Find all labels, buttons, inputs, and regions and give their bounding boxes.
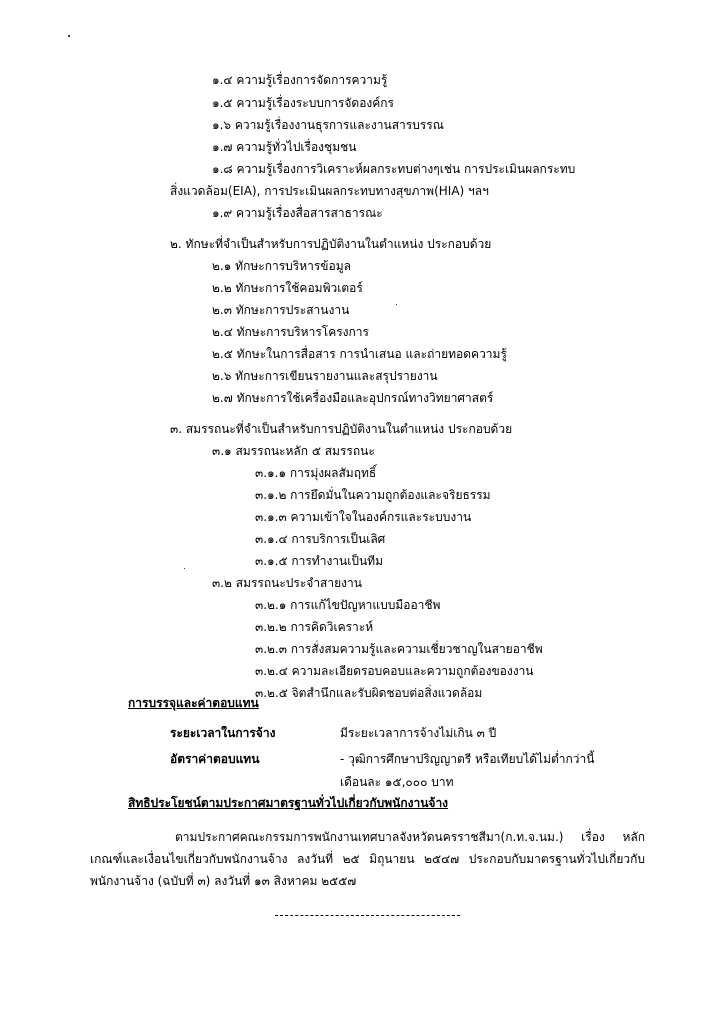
line-competency-item: ๓.๒.๑ การแก้ไขปัญหาแบบมืออาชีพ <box>255 598 441 612</box>
skill-item: ๒.๒ ทักษะการใช้คอมพิวเตอร์ <box>212 281 363 295</box>
core-competency-item: ๓.๑.๕ การทำงานเป็นทีม <box>255 554 383 568</box>
scan-mark <box>184 568 185 569</box>
benefits-paragraph: ตามประกาศคณะกรรมการพนักงานเทศบาลจังหวัดนครราชสีมา(ก.ท.จ.นม.) เรื่อง หลักเกณฑ์และเงื่อนไขเกี่ยวกับพนักงานจ้าง ลงวันที่ ๒๕ มิถุนายน ๒๕๔๗ ประกอบกับมาตรฐานทั่วไปเกี่ยวกับพนักงานจ้าง (ฉบับที่ ๓) ลงวันที่ ๑๓ สิงหาคม ๒๕๕๗ <box>90 830 645 888</box>
core-competency-item: ๓.๑.๔ การบริการเป็นเลิศ <box>255 532 386 546</box>
skill-item: ๒.๔ ทักษะการบริหารโครงการ <box>212 325 369 339</box>
pay-amount: เดือนละ ๑๕,๐๐๐ บาท <box>340 775 454 789</box>
competency-heading: ๓. สมรรถนะที่จำเป็นสำหรับการปฏิบัติงานในตำแหน่ง ประกอบด้วย <box>170 422 513 436</box>
skill-item: ๒.๓ ทักษะการประสานงาน <box>212 303 350 317</box>
line-competency-item: ๓.๒.๓ การสั่งสมความรู้และความเชี่ยวชาญในสายอาชีพ <box>255 642 543 656</box>
line-competency-item: ๓.๒.๔ ความละเอียดรอบคอบและความถูกต้องของงาน <box>255 664 534 678</box>
core-competency-item: ๓.๑.๒ การยึดมั่นในความถูกต้องและจริยธรรม <box>255 488 491 502</box>
skills-heading: ๒. ทักษะที่จำเป็นสำหรับการปฏิบัติงานในตำแหน่ง ประกอบด้วย <box>170 237 492 251</box>
pay-label: อัตราค่าตอบแทน <box>170 752 260 766</box>
period-value: มีระยะเวลาการจ้างไม่เกิน ๓ ปี <box>340 726 497 740</box>
knowledge-item: ๑.๗ ความรู้ทั่วไปเรื่องชุมชน <box>212 140 357 154</box>
scan-mark <box>396 304 397 305</box>
period-label: ระยะเวลาในการจ้าง <box>170 726 276 740</box>
skill-item: ๒.๗ ทักษะการใช้เครื่องมือและอุปกรณ์ทางวิทยาศาสตร์ <box>212 391 494 405</box>
skill-item: ๒.๕ ทักษะในการสื่อสาร การนำเสนอ และถ่ายทอดความรู้ <box>212 347 507 361</box>
end-divider <box>275 915 460 916</box>
core-competency-item: ๓.๑.๑ การมุ่งผลสัมฤทธิ์ <box>255 466 377 480</box>
core-competency-heading: ๓.๑ สมรรถนะหลัก ๕ สมรรถนะ <box>212 444 375 458</box>
benefits-title: สิทธิประโยชน์ตามประกาศมาตรฐานทั่วไปเกี่ยวกับพนักงานจ้าง <box>128 796 449 810</box>
line-competency-heading: ๓.๒ สมรรถนะประจำสายงาน <box>212 576 362 590</box>
knowledge-item: ๑.๙ ความรู้เรื่องสื่อสารสาธารณะ <box>212 206 383 220</box>
skill-item: ๒.๖ ทักษะการเขียนรายงานและสรุปรายงาน <box>212 369 438 383</box>
skill-item: ๒.๑ ทักษะการบริหารข้อมูล <box>212 259 351 273</box>
line-competency-item: ๓.๒.๒ การคิดวิเคราะห์ <box>255 620 374 634</box>
knowledge-item: ๑.๖ ความรู้เรื่องงานธุรการและงานสารบรรณ <box>212 118 444 132</box>
hiring-title: การบรรจุและค่าตอบแทน <box>128 696 259 710</box>
pay-value: - วุฒิการศึกษาปริญญาตรี หรือเทียบได้ไม่ต่ำกว่านี้ <box>340 752 595 766</box>
line-competency-item: ๓.๒.๕ จิตสำนึกและรับผิดชอบต่อสิ่งแวดล้อม <box>255 686 483 700</box>
core-competency-item: ๓.๑.๓ ความเข้าใจในองค์กรและระบบงาน <box>255 510 472 524</box>
scan-mark <box>68 35 70 37</box>
knowledge-item: ๑.๕ ความรู้เรื่องระบบการจัดองค์กร <box>212 96 395 110</box>
knowledge-item: ๑.๔ ความรู้เรื่องการจัดการความรู้ <box>212 73 388 87</box>
knowledge-item: ๑.๘ ความรู้เรื่องการวิเคราะห์ผลกระทบต่างๆเช่น การประเมินผลกระทบ <box>212 162 576 176</box>
knowledge-item-continued: สิ่งแวดล้อม(EIA), การประเมินผลกระทบทางสุขภาพ(HIA) ฯลฯ <box>170 184 489 198</box>
